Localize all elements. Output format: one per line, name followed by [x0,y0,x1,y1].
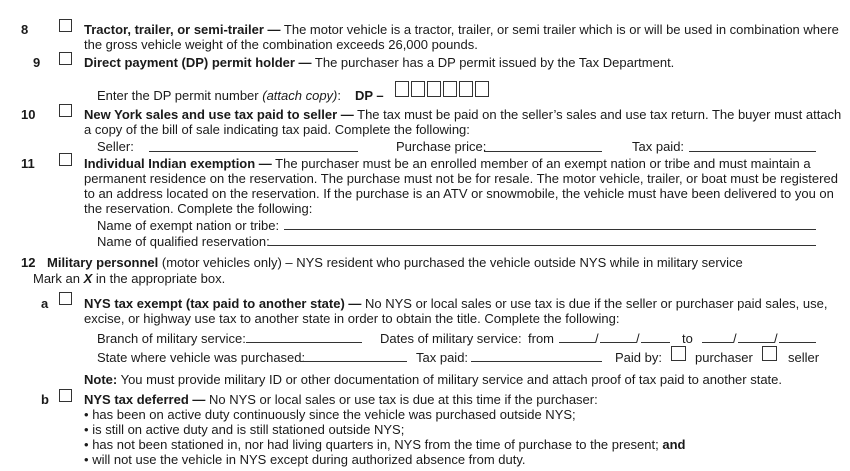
item-11-checkbox[interactable] [59,153,72,166]
item-9-title: Direct payment (DP) permit holder — [84,55,312,70]
purchaser-label: purchaser [695,350,753,365]
from-label: from [528,331,554,346]
mark-instruction [33,271,225,286]
tax-paid-field[interactable] [689,151,816,152]
item-a-letter: a [41,296,49,311]
dp-digit-box-5[interactable] [459,81,473,97]
paid-by-purchaser-checkbox[interactable] [671,346,686,361]
to-day-field[interactable] [738,342,774,343]
to-slash-2: / [774,331,778,346]
item-9-number: 9 [33,55,41,70]
bullet-item-1 [84,407,685,422]
item-12-line1: – NYS resident who purchased the vehicle outside NYS while in military service [281,255,743,270]
item-a-text [84,296,827,326]
dp-digit-box-6[interactable] [475,81,489,97]
item-9-checkbox[interactable] [59,52,72,65]
nation-field[interactable] [284,229,816,230]
bullet-3-text: has not been stationed in, nor had living quarters in, NYS from the time of purchase to the present; [92,437,663,452]
dp-label-italic: (attach copy) [262,88,338,103]
dp-label-colon: : [337,88,342,103]
dp-digit-box-4[interactable] [443,81,457,97]
item-10-title: New York sales and use tax paid to seller — [84,107,354,122]
item-b-text [84,392,685,467]
item-11-line3: to an address located on the reservation. If the purchase is an ATV or snowmobile, the vehicle must have been delivered to you on [84,186,834,201]
item-b-line1: No NYS or local sales or use tax is due at this time if the purchaser: [205,392,598,407]
bullet-1: • [84,407,89,422]
a-tax-paid-field[interactable] [471,361,602,362]
from-slash-1: / [595,331,599,346]
branch-field[interactable] [246,342,362,343]
to-slash-1: / [733,331,737,346]
bullet-3: • [84,437,89,452]
note-text: You must provide military ID or other documentation of military service and attach proof of tax paid to another state. [117,372,783,387]
purchase-price-label: Purchase price: [396,139,487,154]
item-a-checkbox[interactable] [59,292,72,305]
to-month-field[interactable] [702,342,733,343]
dp-digit-box-1[interactable] [395,81,409,97]
note-label: Note: [84,372,118,387]
item-8-number: 8 [21,22,29,37]
seller-field[interactable] [149,151,358,152]
dates-label: Dates of military service: [380,331,522,346]
bullet-item-2 [84,422,685,437]
mark-x: X [83,271,93,286]
item-8-checkbox[interactable] [59,19,72,32]
item-10-text [84,107,841,137]
mark-text-a: Mark an [33,271,84,286]
from-year-field[interactable] [641,342,670,343]
item-12-number: 12 [21,255,36,270]
item-11-line1: The purchaser must be an enrolled member of an exempt nation or tribe and must maintain a [271,156,811,171]
item-a-line1: No NYS or local sales or use tax is due if the seller or purchaser paid sales, use, [361,296,828,311]
nation-label: Name of exempt nation or tribe: [97,218,280,233]
item-b-title: NYS tax deferred — [84,392,206,407]
state-field[interactable] [300,361,407,362]
purchase-price-field[interactable] [484,151,602,152]
reservation-field[interactable] [268,245,816,246]
from-day-field[interactable] [600,342,636,343]
item-10-line2: a copy of the bill of sale indicating tax paid. Complete the following: [84,122,470,137]
bullet-2-text: is still on active duty and is still stationed outside NYS; [92,422,405,437]
paid-by-label: Paid by: [615,350,662,365]
item-10-number: 10 [21,107,36,122]
mark-text-b: in the appropriate box. [92,271,226,286]
from-slash-2: / [636,331,640,346]
item-b-checkbox[interactable] [59,389,72,402]
dp-permit-label [97,88,341,103]
bullet-2: • [84,422,89,437]
item-10-line1: The tax must be paid on the seller’s sales and use tax return. The buyer must attach [353,107,842,122]
dp-digit-box-2[interactable] [411,81,425,97]
note [84,372,782,387]
item-a-title: NYS tax exempt (tax paid to another state) — [84,296,362,311]
item-8-text [84,22,839,52]
item-11-number: 11 [21,156,35,171]
item-a-line2: excise, or highway use tax to another state in order to obtain the title. Complete the following: [84,311,620,326]
item-8-line2: the gross vehicle weight of the combination exceeds 26,000 pounds. [84,37,478,52]
bullet-4-text: will not use the vehicle in NYS except during authorized absence from duty. [92,452,526,467]
item-11-text [84,156,838,216]
branch-label: Branch of military service: [97,331,246,346]
paid-by-seller-checkbox[interactable] [762,346,777,361]
seller-label: Seller: [97,139,134,154]
item-11-line4: the reservation. Complete the following: [84,201,313,216]
state-label: State where vehicle was purchased: [97,350,306,365]
to-year-field[interactable] [779,342,816,343]
item-10-checkbox[interactable] [59,104,72,117]
seller-option-label: seller [788,350,820,365]
item-11-line2: permanent residence on the reservation. The purchase must not be for resale. The motor vehicle, trailer, or boat must be registered [84,171,838,186]
dp-prefix: DP – [355,88,384,103]
bullet-4: • [84,452,89,467]
bullet-item-3 [84,437,685,452]
a-tax-paid-label: Tax paid: [416,350,469,365]
item-9-text [84,55,674,70]
reservation-label: Name of qualified reservation: [97,234,270,249]
item-8-title: Tractor, trailer, or semi-trailer — [84,22,281,37]
bullet-1-text: has been on active duty continuously since the vehicle was purchased outside NYS; [92,407,576,422]
dp-label-text: Enter the DP permit number [97,88,263,103]
dp-digit-box-3[interactable] [427,81,441,97]
tax-paid-label: Tax paid: [632,139,685,154]
item-12-paren: (motor vehicles only) [158,255,282,270]
item-11-title: Individual Indian exemption — [84,156,272,171]
item-12-text [47,255,743,270]
item-12-title: Military personnel [47,255,159,270]
to-label: to [682,331,693,346]
item-9-line1: The purchaser has a DP permit issued by the Tax Department. [311,55,675,70]
from-month-field[interactable] [559,342,595,343]
item-8-line1: The motor vehicle is a tractor, trailer, or semi trailer which is or will be used in combination where [280,22,839,37]
item-b-letter: b [41,392,49,407]
bullet-item-4 [84,452,685,467]
bullet-3-and: and [662,437,686,452]
